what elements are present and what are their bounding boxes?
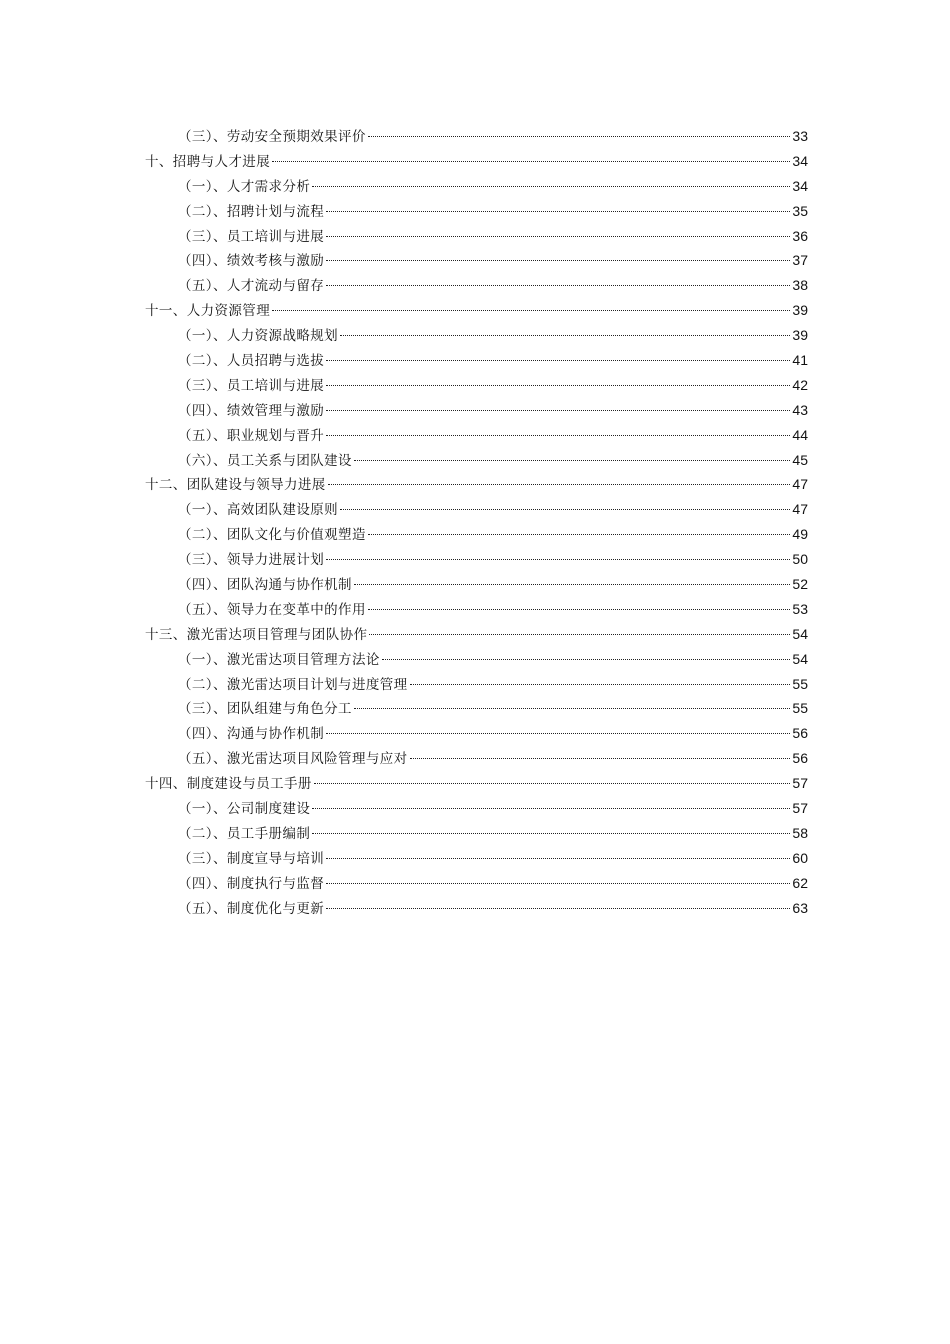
toc-chapter-entry[interactable] [145, 149, 808, 174]
toc-dot-leader [354, 708, 790, 709]
toc-entry-title: （五）、领导力在变革中的作用 [178, 601, 366, 618]
toc-page-number: 43 [792, 401, 808, 418]
toc-section-entry[interactable] [145, 821, 808, 846]
toc-entry-title: （五）、人才流动与留存 [178, 278, 325, 295]
toc-section-entry[interactable] [145, 522, 808, 547]
toc-dot-leader [354, 584, 790, 585]
toc-section-entry[interactable] [145, 547, 808, 572]
toc-dot-leader [326, 733, 790, 734]
toc-dot-leader [326, 260, 790, 261]
toc-entry-title: （三）、劳动安全预期效果评价 [178, 129, 366, 145]
toc-entry-title: 十一、人力资源管理 [145, 303, 271, 320]
toc-page-number: 36 [792, 227, 808, 244]
toc-page-number: 55 [792, 675, 808, 692]
toc-page-number: 44 [792, 426, 808, 443]
toc-entry-title: （一）、高效团队建设原则 [178, 502, 339, 519]
toc-section-entry[interactable] [145, 896, 808, 921]
toc-section-entry[interactable] [145, 672, 808, 697]
toc-page-number: 37 [792, 252, 808, 269]
toc-dot-leader [326, 858, 790, 859]
toc-entry-title: （五）、制度优化与更新 [178, 900, 325, 917]
toc-page-number: 56 [792, 725, 808, 742]
toc-page-number: 34 [792, 152, 808, 169]
toc-dot-leader [326, 360, 790, 361]
toc-entry-title: 十、招聘与人才进展 [145, 153, 271, 170]
toc-section-entry[interactable] [145, 796, 808, 821]
toc-dot-leader [326, 236, 790, 237]
toc-chapter-entry[interactable] [145, 771, 808, 796]
toc-section-entry[interactable] [145, 746, 808, 771]
toc-page-number: 38 [792, 277, 808, 294]
toc-section-entry[interactable] [145, 174, 808, 199]
toc-dot-leader [326, 211, 790, 212]
toc-chapter-entry[interactable] [145, 622, 808, 647]
toc-section-entry[interactable] [145, 199, 808, 224]
toc-section-entry[interactable] [145, 572, 808, 597]
toc-section-entry[interactable] [145, 323, 808, 348]
toc-entry-title: （三）、领导力进展计划 [178, 552, 325, 569]
toc-page-number: 33 [792, 128, 808, 144]
toc-page-number: 45 [792, 451, 808, 468]
toc-entry-title: （一）、人才需求分析 [178, 178, 311, 195]
toc-dot-leader [272, 161, 790, 162]
toc-entry-title: （二）、招聘计划与流程 [178, 203, 325, 220]
toc-page-number: 47 [792, 501, 808, 518]
toc-entry-title: （四）、绩效管理与激励 [178, 402, 325, 419]
toc-entry-title: （一）、公司制度建设 [178, 801, 311, 818]
toc-dot-leader [328, 484, 791, 485]
toc-dot-leader [312, 186, 790, 187]
toc-section-entry[interactable] [145, 423, 808, 448]
toc-page-number: 50 [792, 551, 808, 568]
toc-section-entry[interactable] [145, 647, 808, 672]
toc-section-entry[interactable] [145, 497, 808, 522]
toc-entry-title: （三）、团队组建与角色分工 [178, 701, 352, 718]
toc-entry-title: （四）、沟通与协作机制 [178, 726, 325, 743]
toc-section-entry[interactable] [145, 348, 808, 373]
toc-page-number: 63 [792, 899, 808, 916]
toc-entry-title: （一）、激光雷达项目管理方法论 [178, 651, 380, 668]
toc-entry-title: （五）、职业规划与晋升 [178, 427, 325, 444]
toc-page-number: 53 [792, 600, 808, 617]
toc-page-number: 60 [792, 849, 808, 866]
toc-entry-title: （三）、员工培训与进展 [178, 377, 325, 394]
toc-dot-leader [272, 310, 790, 311]
toc-entry-title: 十三、激光雷达项目管理与团队协作 [145, 626, 368, 643]
toc-dot-leader [326, 385, 790, 386]
toc-dot-leader [354, 460, 790, 461]
toc-page-number: 34 [792, 177, 808, 194]
toc-dot-leader [410, 684, 791, 685]
toc-section-entry[interactable] [145, 124, 808, 149]
toc-dot-leader [326, 410, 790, 411]
toc-section-entry[interactable] [145, 273, 808, 298]
toc-section-entry[interactable] [145, 597, 808, 622]
toc-section-entry[interactable] [145, 398, 808, 423]
toc-dot-leader [326, 883, 790, 884]
toc-dot-leader [382, 659, 791, 660]
toc-chapter-entry[interactable] [145, 298, 808, 323]
toc-dot-leader [340, 509, 790, 510]
toc-dot-leader [312, 808, 790, 809]
toc-entry-title: （二）、激光雷达项目计划与进度管理 [178, 676, 408, 693]
toc-entry-title: （二）、团队文化与价值观塑造 [178, 527, 366, 544]
toc-page-number: 57 [792, 800, 808, 817]
toc-dot-leader [410, 758, 791, 759]
toc-dot-leader [368, 609, 791, 610]
toc-page-number: 47 [792, 476, 808, 493]
table-of-contents [145, 124, 808, 921]
toc-entry-title: （六）、员工关系与团队建设 [178, 452, 352, 469]
toc-dot-leader [326, 908, 790, 909]
toc-entry-title: （三）、制度宣导与培训 [178, 850, 325, 867]
toc-page-number: 54 [792, 625, 808, 642]
toc-page-number: 57 [792, 775, 808, 792]
toc-dot-leader [312, 833, 790, 834]
toc-page-number: 54 [792, 650, 808, 667]
toc-dot-leader [369, 634, 790, 635]
toc-dot-leader [340, 335, 790, 336]
toc-page-number: 62 [792, 874, 808, 891]
toc-entry-title: （四）、团队沟通与协作机制 [178, 577, 352, 594]
toc-section-entry[interactable] [145, 721, 808, 746]
toc-entry-title: （三）、员工培训与进展 [178, 228, 325, 245]
toc-page-number: 39 [792, 302, 808, 319]
toc-entry-title: 十二、团队建设与领导力进展 [145, 477, 326, 494]
toc-entry-title: （四）、制度执行与监督 [178, 875, 325, 892]
toc-page-number: 42 [792, 376, 808, 393]
toc-page-number: 55 [792, 700, 808, 717]
toc-dot-leader [326, 559, 790, 560]
toc-entry-title: （二）、人员招聘与选拔 [178, 353, 325, 370]
toc-page-number: 35 [792, 202, 808, 219]
toc-page-number: 49 [792, 526, 808, 543]
toc-section-entry[interactable] [145, 224, 808, 249]
toc-entry-title: （一）、人力资源战略规划 [178, 328, 339, 345]
toc-page-number: 56 [792, 750, 808, 767]
toc-section-entry[interactable] [145, 871, 808, 896]
toc-section-entry[interactable] [145, 248, 808, 273]
toc-dot-leader [368, 136, 791, 137]
toc-section-entry[interactable] [145, 373, 808, 398]
toc-entry-title: （五）、激光雷达项目风险管理与应对 [178, 751, 408, 768]
toc-section-entry[interactable] [145, 846, 808, 871]
toc-entry-title: （四）、绩效考核与激励 [178, 253, 325, 270]
toc-section-entry[interactable] [145, 448, 808, 473]
toc-dot-leader [326, 285, 790, 286]
toc-page-number: 52 [792, 576, 808, 593]
toc-section-entry[interactable] [145, 696, 808, 721]
toc-chapter-entry[interactable] [145, 472, 808, 497]
toc-entry-title: （二）、员工手册编制 [178, 825, 311, 842]
toc-entry-title: 十四、制度建设与员工手册 [145, 776, 312, 793]
toc-dot-leader [314, 783, 791, 784]
toc-dot-leader [326, 435, 790, 436]
toc-dot-leader [368, 534, 791, 535]
toc-page-number: 39 [792, 327, 808, 344]
toc-page-number: 41 [792, 352, 808, 369]
toc-page-number: 58 [792, 824, 808, 841]
